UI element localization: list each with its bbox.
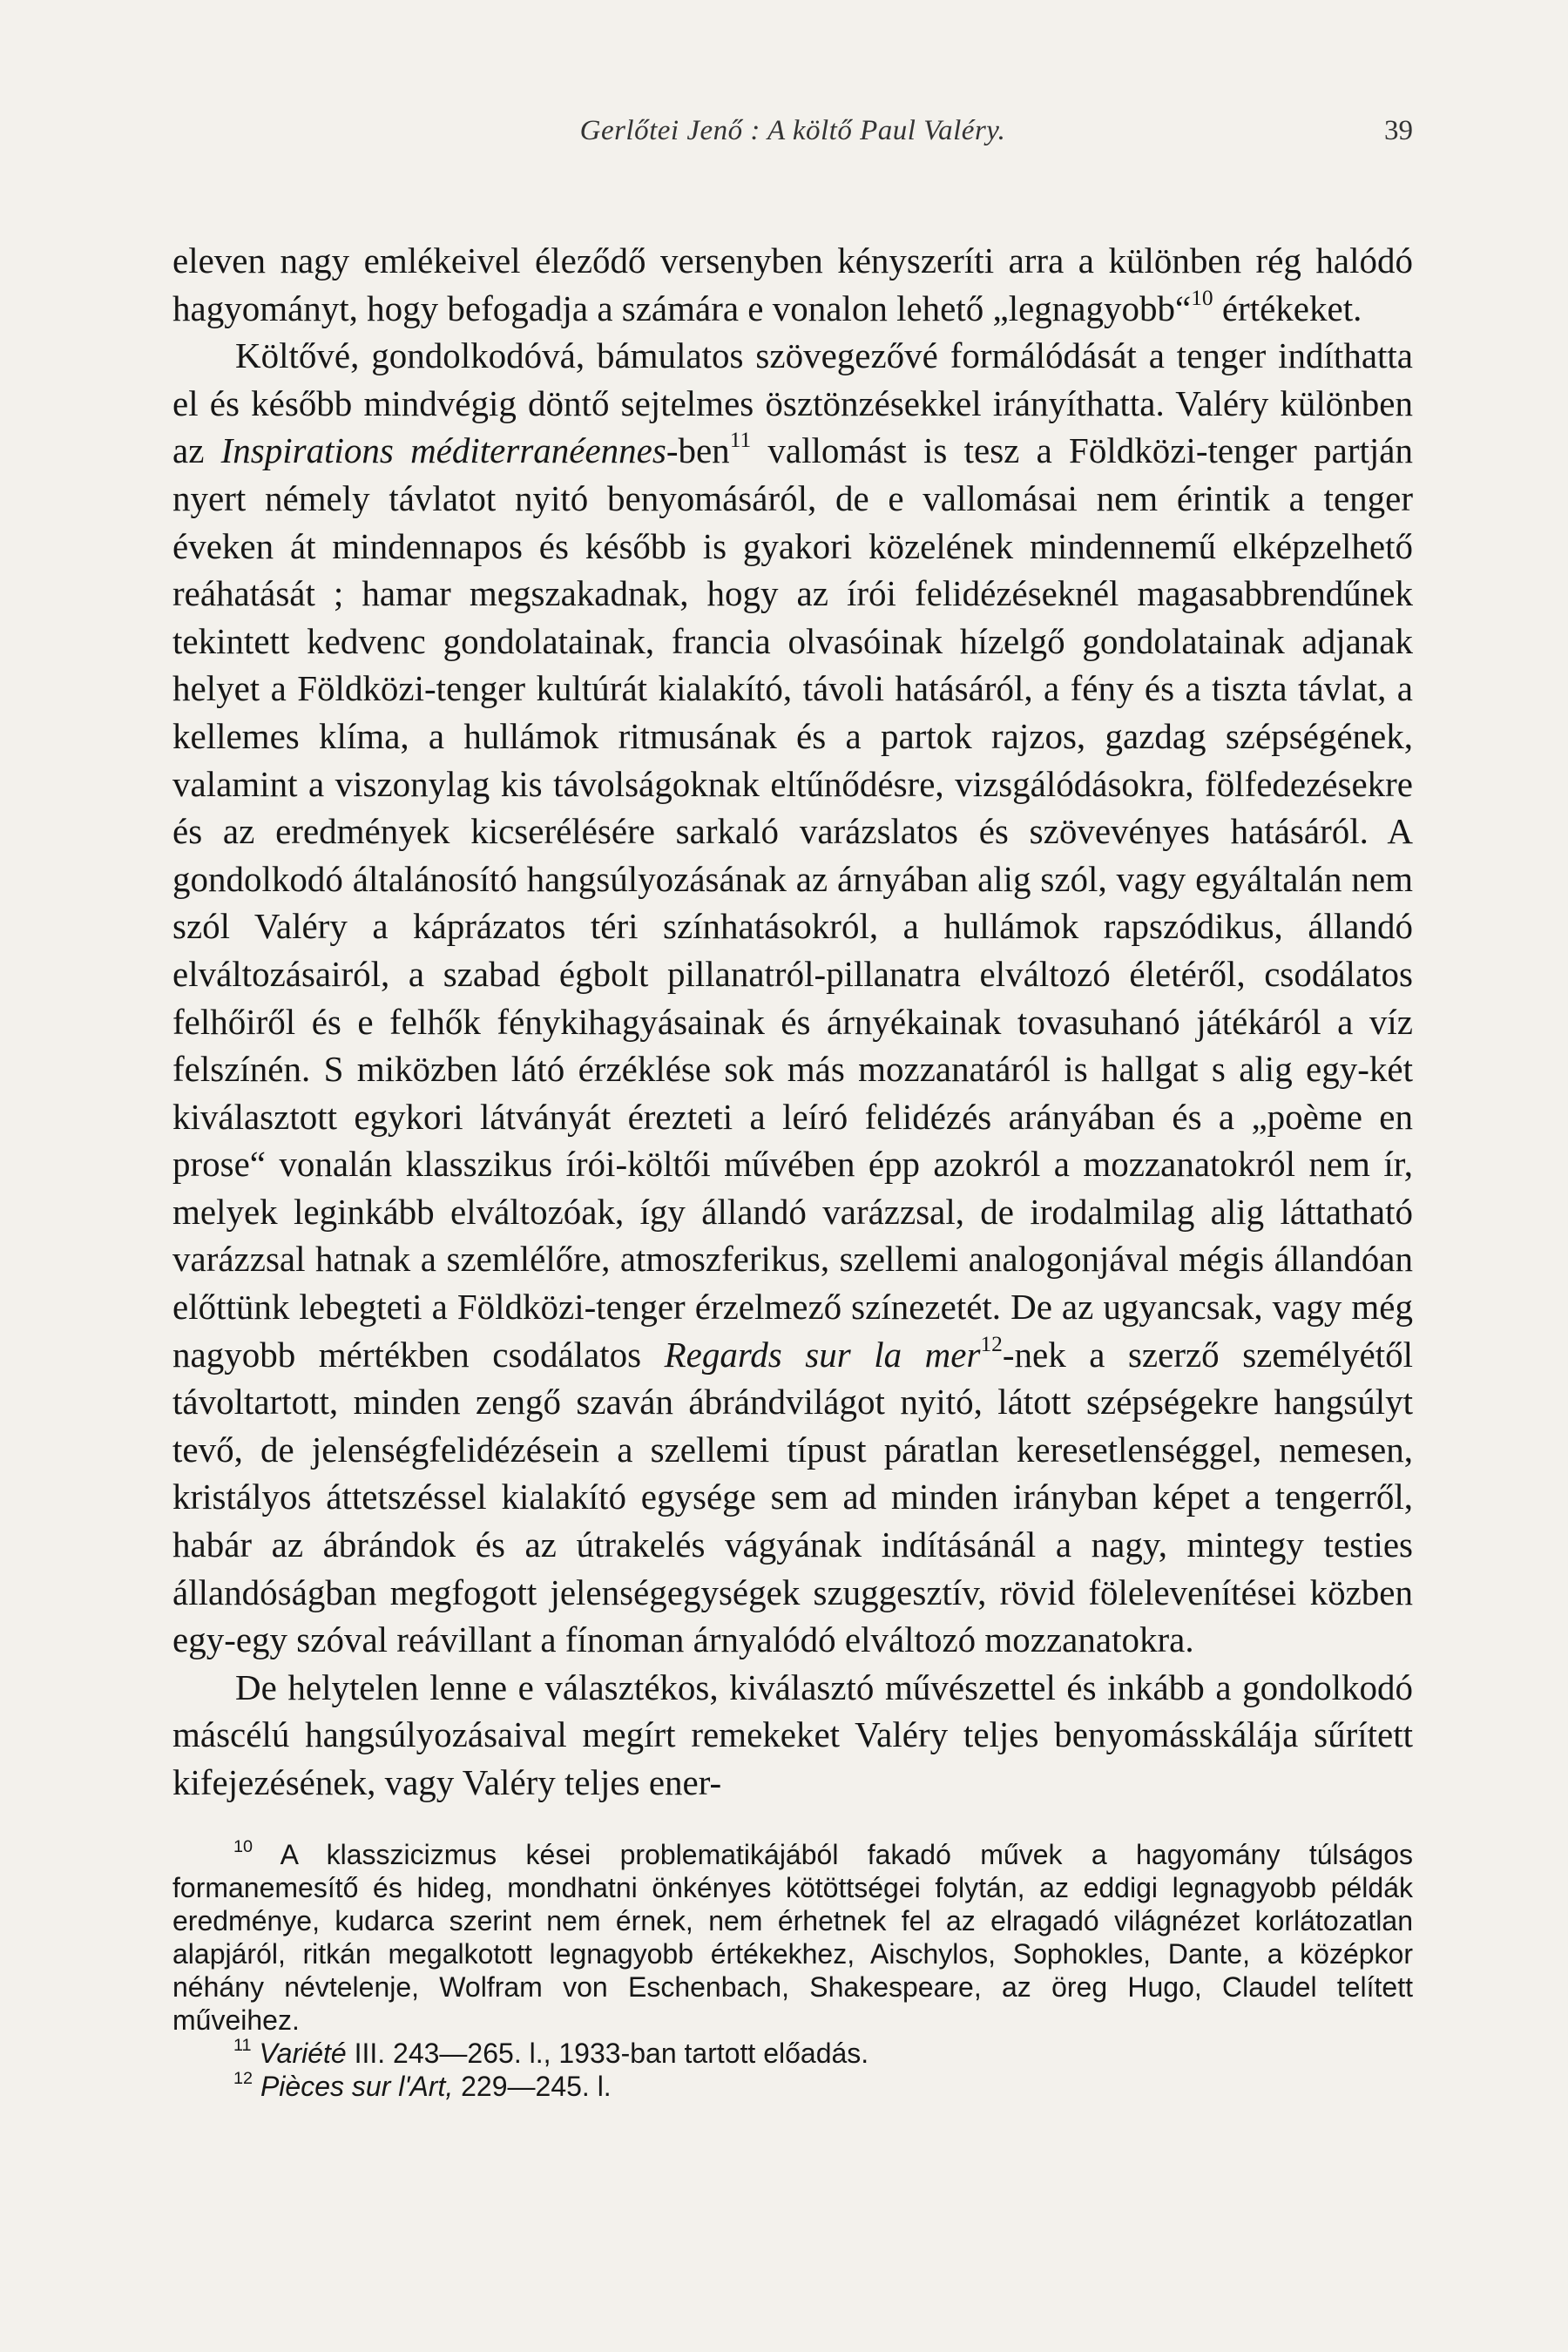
work-title: Inspirations méditerranéennes xyxy=(220,430,666,471)
footnote-text: A klasszicizmus kései problematikájából fakadó művek a hagyomány túlságos formanemesítő és hideg, mondhatni önkényes kötöttségei folytán, az eddigi legnagyobb példák eredménye, kudarca szerint nem érnek, nem érhetnek fel az elragadó világnézet korlátozatlan alapjáról, ritkán megalkotott legnagyobb értékekhez, Aischylos, Sophokles, Dante, a középkor néhány névtelenje, Wolfram von Eschenbach, Shakespeare, az öreg Hugo, Claudel telített műveihez. xyxy=(172,1839,1413,2036)
paragraph-2 xyxy=(172,332,1413,1664)
paragraph-text: -ben xyxy=(666,430,730,471)
footnote-ref: 10 xyxy=(1191,285,1213,310)
footnotes xyxy=(172,1838,1413,2103)
footnote-number: 10 xyxy=(233,1837,253,1857)
footnote-12 xyxy=(172,2070,1413,2103)
paragraph-text: vallomást is tesz a Földközi-tenger partján nyert némely távlatot nyitó benyomásáról, de e vallomásai nem érintik a tenger éveken át mindennapos és később is gyakori közelének mindennemű elképzelhető reáhatását ; hamar megszakadnak, hogy az írói felidézéseknél magasabbrendűnek tekintett kedvenc gondolatainak, francia olvasóinak hízelgő gondolatainak adjanak helyet a Földközi-tenger kultúrát kialakító, távoli hatásáról, a fény és a tiszta távlat, a kellemes klíma, a hullámok ritmusának és a partok rajzos, gazdag szépségének, valamint a viszonylag kis távolságoknak eltűnődésre, vizsgálódásokra, fölfedezésekre és az eredmények kicserélésére sarkaló varázslatos és szövevényes hatásáról. A gondolkodó általánosító hangsúlyozásának az árnyában alig szól, vagy egyáltalán nem szól Valéry a káprázatos téri színhatásokról, a hullámok rapszódikus, állandó elváltozásairól, a szabad égbolt pillanatról-pillanatra elváltozó életéről, csodálatos felhőiről és e felhők fénykihagyásainak és árnyékainak tovasuhanó játékáról a víz felszínén. S miközben látó érzéklése sok más mozzanatáról is hallgat s alig egy-két kiválasztott egykori látványát érezteti a leíró felidézés arányában és a „poème en prose“ vonalán klasszikus írói-költői művében épp azokról a mozzanatokról nem ír, melyek leginkább elváltozóak, így állandó varázzsal, de irodalmilag alig láttatható varázzsal hatnak a szemlélőre, atmoszferikus, szellemi analogonjával mégis állandóan előttünk lebegteti a Földközi-tenger érzelmező színezetét. De az ugyancsak, vagy még nagyobb mértékben csodálatos xyxy=(172,430,1413,1375)
paragraph-3 xyxy=(172,1664,1413,1807)
footnote-text: III. 243—265. l., 1933-ban tartott előadás. xyxy=(346,2038,869,2069)
footnote-11 xyxy=(172,2037,1413,2070)
footnote-text: 229—245. l. xyxy=(453,2071,612,2102)
footnote-10 xyxy=(172,1838,1413,2037)
footnote-number: 12 xyxy=(233,2069,253,2089)
work-title: Variété xyxy=(259,2038,347,2069)
paragraph-1 xyxy=(172,237,1413,332)
body-text xyxy=(172,237,1413,1807)
running-head: Gerlőtei Jenő : A költő Paul Valéry. xyxy=(579,115,1006,146)
paragraph-text: értékeket. xyxy=(1213,287,1362,328)
paragraph-text: Költővé, gondolkodóvá, bámulatos szövegezővé formálódását a tenger indíthatta el és később mindvégig döntő sejtelmes ösztönzésekkel irányíthatta. Valéry különben az xyxy=(172,335,1413,471)
paragraph-text: eleven nagy emlékeivel éleződő versenyben kényszeríti arra a különben rég halódó hagyományt, hogy befogadja a számára e vonalon lehető „legnagyobb“ xyxy=(172,240,1413,328)
paragraph-text: De helytelen lenne e választékos, kiválasztó művészettel és inkább a gondolkodó máscélú hangsúlyozásaival megírt remekeket Valéry teljes benyomásskálája sűrített kifejezésének, vagy Valéry teljes ener- xyxy=(172,1666,1413,1802)
page-header xyxy=(172,115,1413,159)
footnote-number: 11 xyxy=(233,2036,252,2056)
work-title: Pièces sur l'Art, xyxy=(260,2071,454,2102)
work-title: Regards sur la mer xyxy=(664,1334,981,1375)
footnote-ref: 11 xyxy=(729,428,752,453)
footnote-text xyxy=(253,2071,260,2102)
paragraph-text: -nek a szerző személyétől távoltartott, minden zengő szaván ábrándvilágot nyitó, látott szépségekre hangsúlyt tevő, de jelenségfelidézésein a szellemi típust páratlan keresetlenséggel, nemesen, kristályos áttetszéssel kialakító egysége sem ad minden irányban képet a tengerről, habár az ábrándok és az útrakelés vágyának indításánál a nagy, mintegy testies állandóságban megfogott jelenségegységek szuggesztív, rövid fölelevenítései közben egy-egy szóval reávillant a fínoman árnyalódó elváltozó mozzanatokra. xyxy=(172,1334,1414,1660)
footnote-ref: 12 xyxy=(980,1331,1003,1356)
page-number: 39 xyxy=(1384,115,1413,146)
